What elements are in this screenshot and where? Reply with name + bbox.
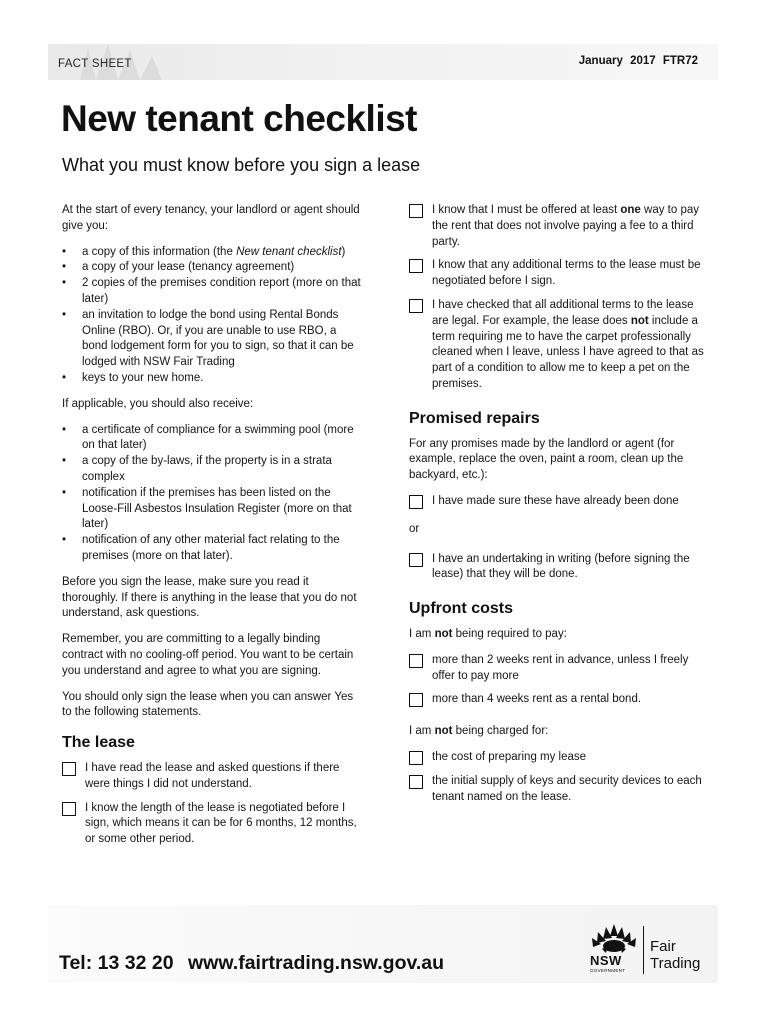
fact-sheet-label: FACT SHEET — [58, 58, 132, 70]
read-lease-paragraph: Before you sign the lease, make sure you read it thoroughly. If there is anything in the lease that you do not understand, ask questions. — [62, 575, 357, 620]
logo-fair-text: Fair — [650, 938, 676, 955]
checkbox[interactable] — [62, 762, 76, 776]
checklist-item: the cost of preparing my lease — [409, 750, 709, 766]
checklist-item: I have made sure these have already been done — [409, 494, 709, 510]
bullet-icon: • — [62, 534, 67, 547]
checkbox[interactable] — [62, 802, 76, 816]
phone-number: Tel: 13 32 20 — [59, 952, 174, 974]
logo-divider — [643, 926, 644, 974]
charged-line: I am not being charged for: — [409, 725, 549, 738]
list-item: • keys to your new home. — [62, 371, 362, 387]
checklist-item: more than 4 weeks rent as a rental bond. — [409, 692, 709, 708]
checklist-item: the initial supply of keys and security devices to each tenant named on the lease. — [409, 774, 709, 806]
list-item: • a copy of your lease (tenancy agreement) — [62, 260, 362, 276]
bullet-icon: • — [62, 308, 67, 321]
checkbox[interactable] — [409, 751, 423, 765]
checklist-item: I know the length of the lease is negotiated before I sign, which means it can be for 6 months, 12 months, or some other period. — [62, 801, 362, 848]
checklist-item: I have read the lease and asked questions if there were things I did not understand. — [62, 761, 362, 793]
repairs-intro: For any promises made by the landlord or agent (for example, replace the oven, paint a room, clean up the backyard, etc.): — [409, 437, 684, 482]
logo-government-text: GOVERNMENT — [590, 968, 626, 973]
list-item: • a copy of this information (the New tenant checklist) — [62, 245, 362, 261]
waratah-icon — [588, 922, 640, 954]
left-column — [62, 203, 362, 856]
lease-heading: The lease — [62, 734, 135, 752]
costs-heading: Upfront costs — [409, 600, 513, 618]
checkbox[interactable] — [409, 495, 423, 509]
list-item: • an invitation to lodge the bond using Rental Bonds Online (RBO). Or, if you are unable to use RBO, a bond lodgement form for you to sign, so that it can be lodged with NSW Fair Trading — [62, 308, 354, 369]
repairs-heading: Promised repairs — [409, 409, 540, 427]
bullet-icon: • — [62, 486, 67, 499]
receive-list — [62, 423, 362, 565]
nsw-fair-trading-logo — [588, 922, 714, 978]
bullet-icon: • — [62, 277, 67, 290]
checklist-item: I know that any additional terms to the lease must be negotiated before I sign. — [409, 258, 709, 290]
checkbox[interactable] — [409, 259, 423, 273]
or-text: or — [409, 522, 420, 535]
checkbox[interactable] — [409, 775, 423, 789]
list-item: • notification of any other material fact relating to the premises (more on that later). — [62, 534, 340, 562]
bullet-icon: • — [62, 245, 67, 258]
list-item: • a certificate of compliance for a swimming pool (more on that later) — [62, 423, 354, 452]
binding-contract-paragraph: Remember, you are committing to a legally binding contract with no cooling-off period. You want to be certain you understand and agree to what you are signing. — [62, 633, 354, 677]
answer-yes-paragraph: You should only sign the lease when you can answer Yes to the following statements. — [62, 690, 354, 719]
applicable-text: If applicable, you should also receive: — [62, 397, 254, 410]
checkbox[interactable] — [409, 654, 423, 668]
logo-nsw-text: NSW — [590, 953, 622, 968]
list-item: • notification if the premises has been listed on the Loose-Fill Asbestos Insulation Register (more on that later) — [62, 486, 352, 531]
bullet-icon: • — [62, 371, 67, 384]
issue-date: January 2017 FTR72 — [578, 55, 698, 67]
list-item: • a copy of the by-laws, if the property is in a strata complex — [62, 455, 332, 483]
bullet-icon: • — [62, 261, 67, 274]
pay-line: I am not being required to pay: — [409, 627, 567, 640]
website-link[interactable]: www.fairtrading.nsw.gov.au — [188, 952, 445, 974]
checkbox[interactable] — [409, 299, 423, 313]
checklist-item: I know that I must be offered at least one way to pay the rent that does not involve paying a fee to a third party. — [409, 203, 709, 250]
checkbox[interactable] — [409, 693, 423, 707]
list-item: • 2 copies of the premises condition report (more on that later) — [62, 277, 361, 305]
checklist-item: I have an undertaking in writing (before signing the lease) that they will be done. — [409, 552, 709, 584]
checklist-item: more than 2 weeks rent in advance, unless I freely offer to pay more — [409, 653, 709, 685]
right-column — [409, 203, 709, 813]
intro-text: At the start of every tenancy, your landlord or agent should give you: — [62, 204, 360, 232]
checkbox[interactable] — [409, 204, 423, 218]
checklist-item: I have checked that all additional terms to the lease are legal. For example, the lease does not include a term requiring me to have the carpet professionally cleaned when I leave, unless I have agreed to that as part of a condition to allow me to keep a pet on the premises. — [409, 298, 709, 393]
bullet-icon: • — [62, 423, 67, 436]
page-title: New tenant checklist — [61, 98, 418, 139]
give-list — [62, 245, 362, 387]
page-subtitle: What you must know before you sign a lease — [62, 155, 421, 175]
bullet-icon: • — [62, 455, 67, 468]
checkbox[interactable] — [409, 553, 423, 567]
logo-trading-text: Trading — [650, 955, 701, 972]
